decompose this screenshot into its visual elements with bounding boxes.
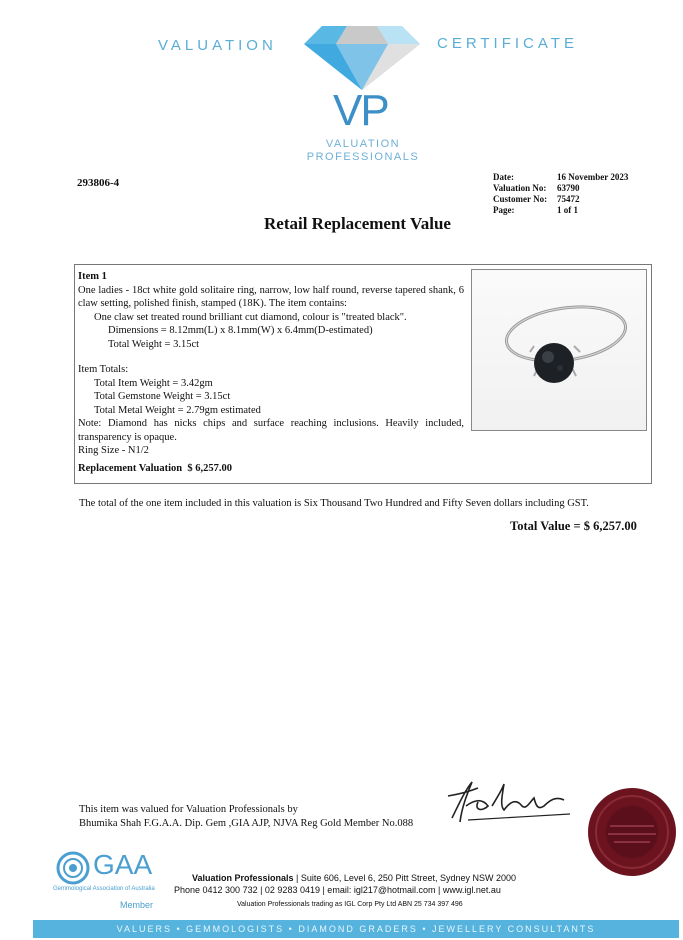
meta-label: Customer No: [493, 194, 548, 204]
meta-row [493, 183, 643, 194]
replacement-valuation-value: $ 6,257.00 [187, 462, 233, 474]
ring-photo [471, 269, 647, 431]
total-metal-weight: Total Metal Weight = 2.79gm estimated [94, 404, 261, 416]
header-right-word: CERTIFICATE [437, 35, 578, 52]
total-item-weight: Total Item Weight = 3.42gm [94, 377, 213, 389]
summary-text: The total of the one item included in this valuation is Six Thousand Two Hundred and Fifty Seven dollars including GST. [79, 498, 589, 509]
footer-address: | Suite 606, Level 6, 250 Pitt Street, Sydney NSW 2000 [293, 873, 516, 883]
logo-subtitle [300, 138, 426, 164]
meta-label: Date: [493, 172, 514, 182]
valuer-block [79, 803, 479, 830]
meta-label: Valuation No: [493, 183, 547, 193]
meta-value: 16 November 2023 [557, 172, 629, 182]
reference-number: 293806-4 [77, 177, 120, 189]
ring-icon [472, 270, 646, 430]
document-title: Retail Replacement Value [264, 214, 451, 233]
meta-value: 63790 [557, 183, 580, 193]
item-total-weight: Total Weight = 3.15ct [108, 338, 200, 350]
total-gemstone-weight: Total Gemstone Weight = 3.15ct [94, 391, 231, 402]
seal-stamp-icon [586, 786, 678, 878]
footer-bar: VALUERS • GEMMOLOGISTS • DIAMOND GRADERS • JEWELLERY CONSULTANTS [33, 920, 679, 938]
footer-company: Valuation Professionals [192, 873, 294, 883]
replacement-valuation-label: Replacement Valuation [78, 462, 183, 474]
item-description: One ladies - 18ct white gold solitaire ring, narrow, low half round, reverse tapered shank, 6 claw setting, polished finish, stamped (18K). The item contains: [78, 284, 464, 309]
signature-icon [438, 776, 578, 828]
logo-subtitle-line1: VALUATION [325, 138, 401, 150]
valuer-line1: This item was valued for Valuation Professionals by [79, 804, 298, 815]
meta-value: 1 of 1 [557, 205, 578, 215]
header-left-word: VALUATION [158, 37, 277, 54]
item-box [74, 264, 652, 484]
replacement-valuation [78, 462, 464, 476]
item-note: Note: Diamond has nicks chips and surface reaching inclusions. Heavily included, transparency is opaque. [78, 418, 464, 443]
valuer-line2: Bhumika Shah F.G.A.A. Dip. Gem ,GIA AJP, NJVA Reg Gold Member No.088 [79, 817, 414, 829]
footer-contacts: Phone 0412 300 732 | 02 9283 0419 | email: igl217@hotmail.com | www.igl.net.au [174, 885, 501, 895]
footer-trading: Valuation Professionals trading as IGL Corp Pty Ltd ABN 25 734 397 496 [237, 901, 463, 908]
item-gem-line: One claw set treated round brilliant cut diamond, colour is "treated black". [94, 311, 407, 323]
gaa-member: Member [120, 900, 154, 910]
logo-letters: VP [333, 86, 388, 135]
meta-block [493, 172, 643, 216]
gaa-letters: GAA [93, 849, 153, 880]
item-description-block [78, 270, 464, 475]
meta-row [493, 194, 643, 205]
meta-row [493, 205, 643, 216]
meta-value: 75472 [557, 194, 580, 204]
item-heading: Item 1 [78, 271, 107, 282]
footer-address-line [192, 873, 516, 883]
meta-row [493, 172, 643, 183]
gaa-caption: Gemmological Association of Australia [53, 886, 155, 892]
item-dimensions: Dimensions = 8.12mm(L) x 8.1mm(W) x 6.4mm(D-estimated) [108, 325, 373, 336]
gaa-emblem-icon [56, 851, 90, 885]
meta-label: Page: [493, 205, 515, 215]
ring-size: Ring Size - N1/2 [78, 445, 149, 456]
logo-subtitle-line2: PROFESSIONALS [306, 151, 420, 163]
diamond-logo-icon [302, 22, 422, 92]
total-value: Total Value = $ 6,257.00 [510, 519, 637, 533]
item-totals-heading: Item Totals: [78, 364, 129, 375]
